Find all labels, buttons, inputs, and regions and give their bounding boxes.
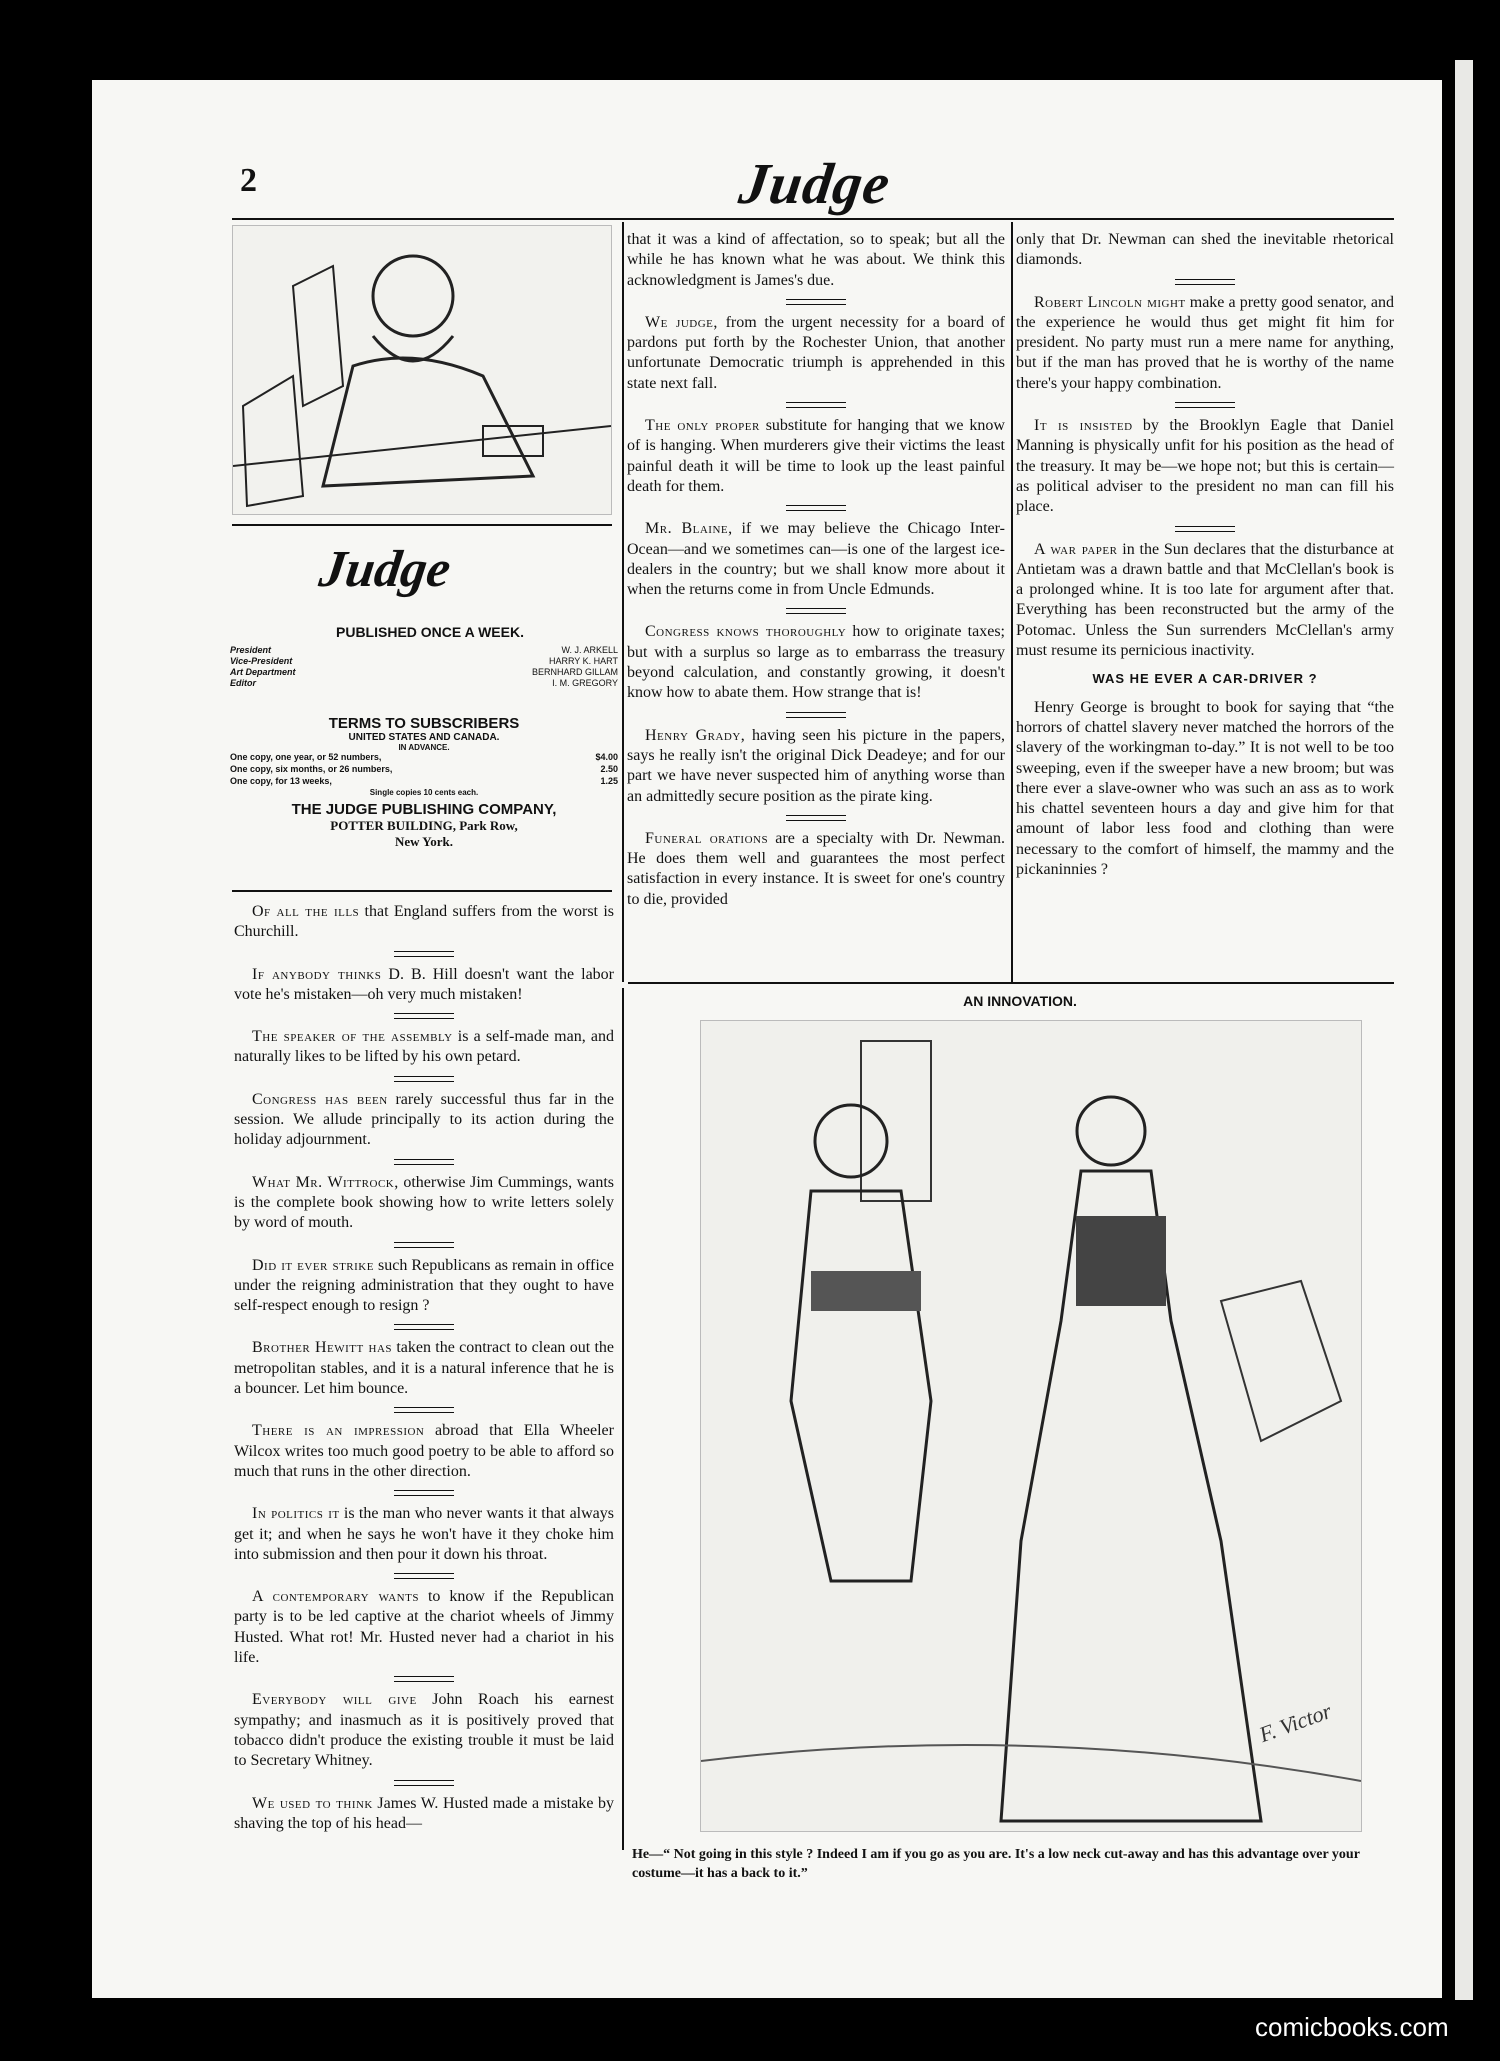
price-label: One copy, one year, or 52 numbers, xyxy=(230,752,382,762)
paragraph-text: substitute for hanging that we know of is hanging. When murderers give their victims the least painful death it will be time to look up the least painful death for them. xyxy=(627,417,1005,495)
watermark: comicbooks.com xyxy=(1255,2012,1449,2042)
paragraph-lead: Congress knows thoroughly xyxy=(645,623,847,641)
paragraph-lead: We judge, xyxy=(645,313,718,331)
article-paragraph xyxy=(234,1027,614,1068)
paragraph-separator xyxy=(786,608,846,614)
single-copy-price: Single copies 10 cents each. xyxy=(369,788,479,797)
column-divider xyxy=(622,222,624,982)
cartoon-drawing xyxy=(701,1021,1361,1831)
paragraph-text: to know if the Republican party is to be led captive at the chariot wheels of Jimmy Husted. What rot! Mr. Husted never had a chariot in his life. xyxy=(234,1588,614,1667)
article-paragraph xyxy=(627,829,1005,910)
next-page-edge xyxy=(1455,60,1473,2000)
officer-name: HARRY K. HART xyxy=(548,656,618,666)
officer-row xyxy=(230,645,618,656)
article-paragraph xyxy=(234,902,614,943)
article-paragraph xyxy=(234,965,614,1006)
paragraph-separator xyxy=(1175,279,1235,285)
paragraph-text: from the urgent necessity for a board of pardons put forth by the Rochester Union, that another unfortunate Democratic triumph is apprehended in this state next fall. xyxy=(627,313,1005,392)
officer-name: BERNHARD GILLAM xyxy=(531,667,618,677)
paragraph-separator xyxy=(394,1013,454,1019)
paragraph-text: abroad that Ella Wheeler Wilcox writes too much good poetry to be able to afford so much that runs in the other direction. xyxy=(234,1422,614,1480)
cartoon-top-rule xyxy=(628,982,1394,984)
paragraph-lead: Brother Hewitt has xyxy=(252,1339,393,1357)
cartoon-illustration xyxy=(700,1020,1362,1832)
paragraph-text: John Roach his earnest sympathy; and inasmuch as it is positively proved that tobacco didn't produce the existing trouble it must be laid to Secretary Whitney. xyxy=(234,1691,614,1770)
article-paragraph xyxy=(234,1794,614,1835)
paragraph-separator xyxy=(394,1780,454,1786)
publisher-city: New York. xyxy=(394,834,453,849)
paragraph-lead: It is insisted xyxy=(1034,417,1133,435)
price-label: One copy, six months, or 26 numbers, xyxy=(230,764,393,774)
box-rule xyxy=(232,524,612,526)
price-label: One copy, for 13 weeks, xyxy=(230,776,332,786)
publisher-address: POTTER BUILDING, Park Row, xyxy=(330,818,518,833)
article-paragraph xyxy=(234,1690,614,1771)
publisher-name: THE JUDGE PUBLISHING COMPANY, xyxy=(291,801,557,818)
paragraph-separator xyxy=(394,1324,454,1330)
paragraph-text: by the Brooklyn Eagle that Daniel Manning is physically unfit for his position as the head of the treasury. It may be—we hope not; but this is certain—as political adviser to the president no man can fill his place. xyxy=(1016,417,1394,516)
officer-name: W. J. ARKELL xyxy=(561,645,618,655)
article-headline: WAS HE EVER A CAR-DRIVER ? xyxy=(1092,671,1318,687)
officer-row xyxy=(230,656,618,667)
paragraph-text: that England suffers from the worst is Churchill. xyxy=(234,903,615,941)
paragraph-text: make a pretty good senator, and the experience he would thus get might fit him for president. No party must run a mere name for anything, but if the man has proved that he is worthy of the name there's your happy combination. xyxy=(1016,293,1394,392)
paragraph-separator xyxy=(394,1573,454,1579)
paragraph-separator xyxy=(394,1676,454,1682)
paragraph-separator xyxy=(394,1407,454,1413)
paragraph-text: James W. Husted made a mistake by shaving the top of his head— xyxy=(234,1794,614,1832)
box-bottom-rule xyxy=(232,890,612,892)
paragraph-lead: Robert Lincoln might xyxy=(1034,293,1186,311)
price-value: $4.00 xyxy=(595,752,618,762)
paragraph-lead: A contemporary wants xyxy=(252,1588,419,1606)
paragraph-text: are a specialty with Dr. Newman. He does them well and guarantees the most perfect satisfaction in every instance. It is sweet for one's country to die, provided xyxy=(627,829,1006,908)
paragraph-lead: Everybody will give xyxy=(252,1691,417,1709)
paragraph-separator xyxy=(786,712,846,718)
cartoon-title: AN INNOVATION. xyxy=(963,993,1077,1009)
article-paragraph xyxy=(234,1338,614,1399)
article-paragraph xyxy=(627,726,1005,807)
paragraph-lead: There is an impression xyxy=(252,1422,425,1440)
paragraph-separator xyxy=(1175,526,1235,532)
header-rule xyxy=(232,218,1394,220)
article-paragraph xyxy=(627,622,1005,703)
paragraph-separator xyxy=(394,1076,454,1082)
paragraph-lead: Did it ever strike xyxy=(252,1256,374,1274)
article-paragraph xyxy=(234,1587,614,1668)
officer-row xyxy=(230,678,618,689)
paragraph-text: D. B. Hill doesn't want the labor vote he's mistaken—oh very much mistaken! xyxy=(234,965,614,1003)
paragraph-separator xyxy=(394,1242,454,1248)
paragraph-lead: We used to think xyxy=(252,1794,373,1812)
paragraph-lead: Funeral orations xyxy=(645,829,769,847)
paragraph-text: only that Dr. Newman can shed the inevitable rhetorical diamonds. xyxy=(1016,231,1394,269)
terms-title: TERMS TO SUBSCRIBERS xyxy=(328,715,520,732)
article-paragraph xyxy=(234,1173,614,1234)
article-paragraph xyxy=(1016,230,1394,271)
masthead-logo: Judge xyxy=(735,151,895,216)
officer-role: Vice-President xyxy=(230,656,293,666)
paragraph-lead: Of all the ills xyxy=(252,903,360,920)
terms-region: UNITED STATES AND CANADA. xyxy=(348,732,500,743)
article-paragraph xyxy=(1016,293,1394,394)
price-row xyxy=(230,776,618,788)
paragraph-separator xyxy=(786,505,846,511)
artist-signature: F. Victor xyxy=(1255,1697,1335,1748)
article-paragraph xyxy=(627,519,1005,600)
column-3-paragraphs xyxy=(1016,230,1394,661)
paragraph-separator xyxy=(786,402,846,408)
paragraph-text: how to originate taxes; but with a surplus so large as to embarrass the treasury beyond calculation, and constantly growing, it doesn't know how to abate them. How strange that is! xyxy=(627,623,1005,702)
officer-name: I. M. GREGORY xyxy=(552,678,618,688)
paragraph-separator xyxy=(394,1159,454,1165)
paragraph-text: is a self-made man, and naturally likes to be lifted by his own petard. xyxy=(234,1028,615,1066)
officers-list xyxy=(230,645,618,689)
paragraph-text: is the man who never wants it that always get it; and when he says he won't have it they choke him into submission and then pour it down his throat. xyxy=(234,1505,615,1563)
price-list xyxy=(230,752,618,788)
subscription-terms xyxy=(230,715,618,850)
judge-figure-drawing xyxy=(233,226,611,514)
terms-advance: IN ADVANCE. xyxy=(398,743,450,752)
article-paragraph xyxy=(234,1504,614,1565)
paragraph-text: if we may believe the Chicago Inter-Ocean—and we sometimes can—is one of the largest ice-dealers in the country; but we shall know more about it when the returns come in from Uncle Edmunds. xyxy=(627,520,1005,599)
paragraph-separator xyxy=(786,815,846,821)
paragraph-lead: The only proper xyxy=(645,417,760,435)
officer-role: Editor xyxy=(230,678,256,688)
paragraph-lead: A war paper xyxy=(1034,540,1118,558)
article-paragraph xyxy=(1016,416,1394,517)
paragraph-text: that it was a kind of affectation, so to speak; but all the while he has known what he was about. We think this acknowledgment is James's due. xyxy=(627,231,1005,289)
page-number: 2 xyxy=(240,162,257,199)
paragraph-separator xyxy=(394,1490,454,1496)
article-paragraph xyxy=(1016,540,1394,662)
paragraph-text: taken the contract to clean out the metropolitan stables, and it is a natural inference that he is a bouncer. Let him bounce. xyxy=(234,1339,615,1398)
paragraph-text: having seen his picture in the papers, says he really isn't the original Dick Deadeye; and for our part we have never suspected him of anything worse than an admittedly secure position as the pirate king. xyxy=(627,726,1005,805)
paragraph-lead: If anybody thinks xyxy=(252,965,382,983)
price-row xyxy=(230,752,618,764)
judge-illustration xyxy=(232,225,612,515)
column-2 xyxy=(627,230,1005,918)
cartoon-caption: He—“ Not going in this style ? Indeed I am if you go as you are. It's a low neck cut-away and has this advantage over your costume—it has a back to it.” xyxy=(632,1847,1360,1881)
column-divider xyxy=(622,988,624,1850)
officer-row xyxy=(230,667,618,678)
price-row xyxy=(230,764,618,776)
paragraph-lead: What Mr. Wittrock, xyxy=(252,1173,399,1191)
publication-frequency: PUBLISHED ONCE A WEEK. xyxy=(336,624,524,640)
paragraph-text: rarely successful thus far in the session. We allude principally to its action during the holiday adjournment. xyxy=(234,1090,614,1149)
article-paragraph xyxy=(627,230,1005,291)
article-paragraph xyxy=(627,313,1005,394)
column-divider xyxy=(1011,222,1013,982)
price-value: 1.25 xyxy=(600,776,618,786)
article-paragraph xyxy=(234,1090,614,1151)
price-value: 2.50 xyxy=(600,764,618,774)
paragraph-lead: Henry Grady, xyxy=(645,726,746,744)
paragraph-lead: Congress has been xyxy=(252,1090,388,1108)
column-1 xyxy=(234,902,614,1842)
article-paragraph xyxy=(234,1421,614,1482)
article-paragraph: Henry George is brought to book for saying that “the horrors of chattel slavery never matched the horrors of the slavery of the workingman to-day.” It is not well to be too sweeping, even if the sweeper have a new broom; but was there ever a slave-owner who was such an ass as to work his chattel seventeen hours a day and give him for that amount of labor less food and clothing than were necessary to the comfort of himself, the mammy and the pickaninnies ? xyxy=(1016,698,1394,879)
paragraph-separator xyxy=(786,299,846,305)
paragraph-text: in the Sun declares that the disturbance at Antietam was a drawn battle and that McClellan's book is a prolonged whine. It is too late for argument after that. Everything has been reconstructed but the army of the Potomac. Unless the Sun surrenders McClellan's army must resume its pernicious inactivity. xyxy=(1016,540,1394,660)
paragraph-lead: The speaker of the assembly xyxy=(252,1028,453,1046)
officer-role: Art Department xyxy=(230,667,296,677)
article-paragraph xyxy=(234,1256,614,1317)
paragraph-text: otherwise Jim Cummings, wants is the complete book showing how to write letters solely by word of mouth. xyxy=(234,1173,615,1232)
paragraph-lead: In politics it xyxy=(252,1505,340,1523)
paragraph-text: such Republicans as remain in office under the reigning administration that they ought to have self-respect enough to resign ? xyxy=(234,1256,614,1315)
paragraph-lead: Mr. Blaine, xyxy=(645,520,733,538)
judge-logo: Judge xyxy=(315,541,455,598)
article-paragraph xyxy=(627,416,1005,497)
paragraph-separator xyxy=(1175,402,1235,408)
officer-role: President xyxy=(230,645,272,655)
column-3 xyxy=(1016,230,1394,888)
paragraph-separator xyxy=(394,951,454,957)
